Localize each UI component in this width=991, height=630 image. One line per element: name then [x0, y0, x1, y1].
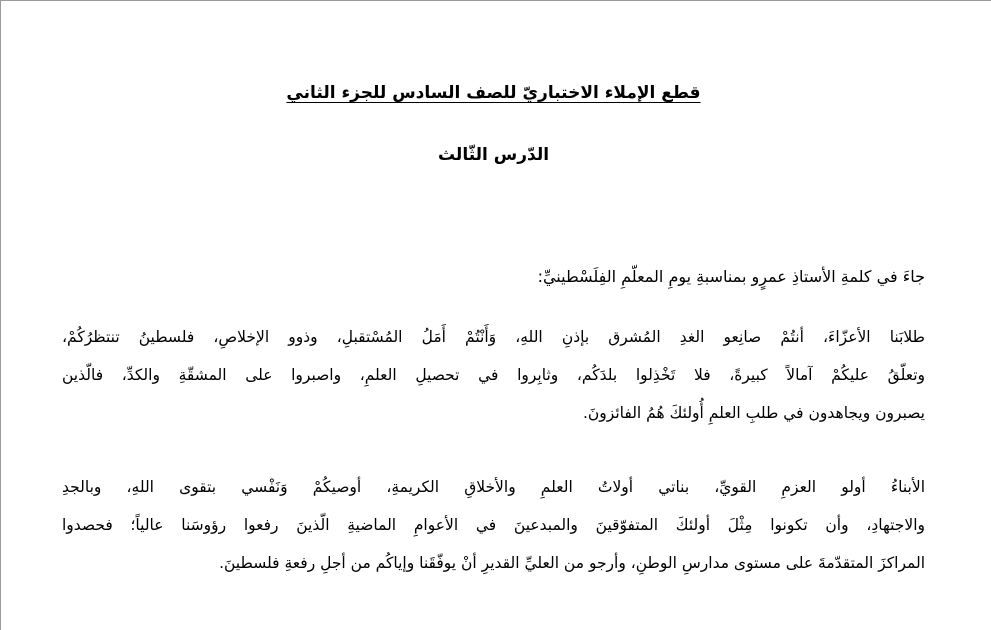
paragraph-2-line-1: الأبناءُ أولو العزمِ القويِّ، بناتي أولاتُ العلمِ والأخلاقِ الكريمةِ، أوصيكُمْ وَنَفْسي بتقوى اللهِ، وبالجدِ	[62, 478, 925, 496]
lesson-heading: الدّرس الثّالث	[437, 145, 550, 165]
paragraph-1-line-3: يصبرون ويجاهدون في طلبِ العلمِ أُولئكَ هُمُ الفائزونَ.	[582, 404, 925, 422]
paragraph-1	[62, 318, 925, 432]
paragraph-1-line-1: طلابَنا الأعزّاءَ، أنتُمْ صانِعو الغدِ المُشرق بإذنِ اللهِ، وَأَنْتُمْ أَمَلُ المُسْتقبلِ، وذوو الإخلاصِ، فلسطينُ تنتظرُكُمْ،	[62, 328, 925, 346]
intro-line: جاءَ في كلمةِ الأستاذِ عمرٍو بمناسبةِ يومِ المعلّمِ الفِلَسْطينيِّ:	[537, 267, 925, 286]
paragraph-2-line-3: المراكزَ المتقدّمةَ على مستوى مدارسِ الوطنِ، وأرجو من العليِّ القديرِ أنْ يوفّقَنا وإياكُم من أجلِ رفعةِ فلسطينَ.	[219, 554, 925, 572]
paragraph-1-line-2: وتعلّقُ عليكُمْ آمالاً كبيرةً، فلا تَخْذِلوا بلدَكُم، وثابِروا في تحصيلِ العلمِ، واصبروا على المشقّةِ والكدِّ، فالّذين	[62, 366, 925, 384]
paragraph-2-line-2: والاجتهادِ، وأن تكونوا مِثْلَ أولئكَ المتفوّقينَ والمبدعينَ في الأعوامِ الماضيةِ الّذينَ رفعوا رؤوسَنا عالياً؛ فحصدوا	[62, 516, 925, 534]
document-title: قطع الإملاء الاختباريّ للصف السادس للجزء الثاني	[286, 83, 701, 103]
paragraph-2	[62, 468, 925, 582]
